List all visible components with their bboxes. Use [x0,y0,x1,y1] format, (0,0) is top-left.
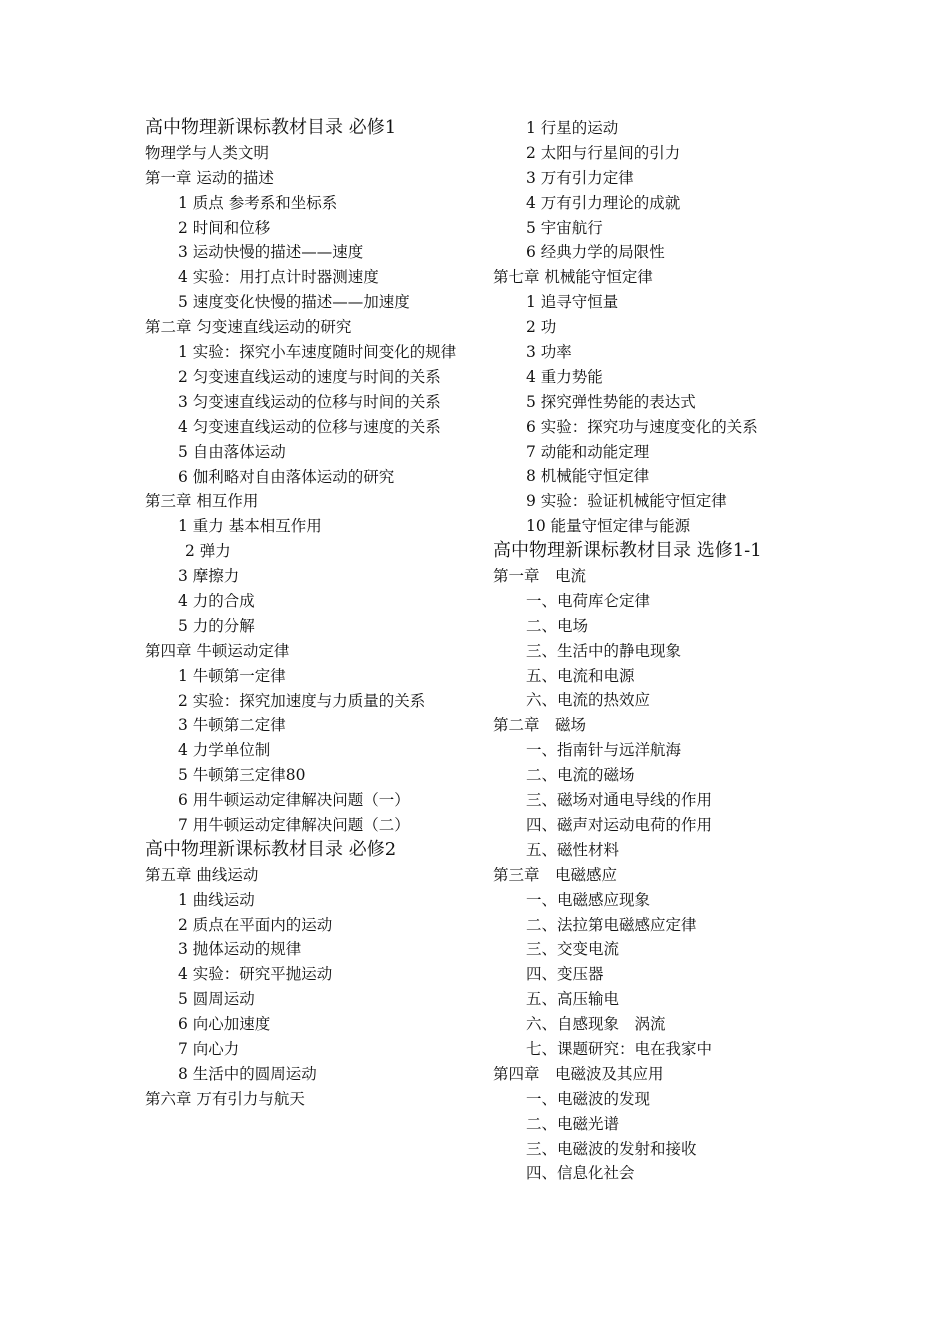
chapter-heading: 第六章 万有引力与航天 [145,1089,305,1108]
section-item: 四、变压器 [526,965,604,984]
chapter-heading: 第七章 机械能守恒定律 [493,268,653,287]
catalog-title: 高中物理新课标教材目录 必修1 [145,117,397,138]
section-item: 2 功 [526,318,557,337]
chapter-heading: 第二章 匀变速直线运动的研究 [145,318,352,337]
section-item: 四、信息化社会 [526,1164,635,1183]
section-item: 2 实验：探究加速度与力质量的关系 [178,691,426,710]
section-item: 二、法拉第电磁感应定律 [526,915,697,934]
section-item: 5 宇宙航行 [526,218,603,237]
section-item: 6 向心加速度 [178,1015,271,1034]
section-item: 1 质点 参考系和坐标系 [178,193,338,212]
section-item: 1 实验：探究小车速度随时间变化的规律 [178,343,457,362]
chapter-heading: 第二章 磁场 [493,716,587,735]
section-item: 5 圆周运动 [178,990,255,1009]
section-item: 1 行星的运动 [526,119,619,137]
section-item: 六、自感现象 涡流 [526,1015,666,1034]
section-item: 四、磁声对运动电荷的作用 [526,815,713,834]
section-item: 1 追寻守恒量 [526,293,619,312]
section-item: 三、磁场对通电导线的作用 [526,791,713,810]
section-item: 8 生活中的圆周运动 [178,1064,317,1083]
section-item: 3 摩擦力 [178,567,240,586]
catalog-title: 高中物理新课标教材目录 必修2 [145,838,397,860]
section-item: 二、电场 [526,616,589,635]
section-item: 5 速度变化快慢的描述——加速度 [178,293,410,312]
section-item: 5 力的分解 [178,616,255,635]
section-item: 4 匀变速直线运动的位移与速度的关系 [178,417,441,436]
section-item: 10 能量守恒定律与能源 [526,517,691,536]
chapter-heading: 物理学与人类文明 [145,143,270,162]
section-item: 6 用牛顿运动定律解决问题（一） [178,791,410,810]
section-item: 五、电流和电源 [526,666,635,685]
section-item: 2 弹力 [185,542,231,561]
section-item: 6 经典力学的局限性 [526,243,665,262]
chapter-heading: 第四章 牛顿运动定律 [145,641,290,660]
section-item: 3 万有引力定律 [526,168,634,187]
section-item: 4 力学单位制 [178,741,271,760]
section-item: 六、电流的热效应 [526,691,651,710]
section-item: 2 太阳与行星间的引力 [526,143,681,162]
section-item: 5 自由落体运动 [178,442,286,461]
section-item: 七、课题研究：电在我家中 [526,1039,713,1058]
section-item: 2 时间和位移 [178,218,271,237]
section-item: 三、交变电流 [526,940,620,959]
section-item: 一、电磁波的发现 [526,1089,651,1108]
section-item: 五、高压输电 [526,990,620,1009]
right-column [493,116,823,1186]
section-item: 一、电荷库仑定律 [526,591,651,610]
section-item: 8 机械能守恒定律 [526,467,650,486]
section-item: 7 向心力 [178,1040,240,1059]
section-item: 1 曲线运动 [178,890,255,909]
section-item: 4 万有引力理论的成就 [526,193,681,212]
section-item: 4 实验：研究平抛运动 [178,965,333,984]
chapter-heading: 第一章 运动的描述 [145,168,274,187]
section-item: 三、生活中的静电现象 [526,641,682,660]
section-item: 二、电流的磁场 [526,766,635,785]
section-item: 4 实验：用打点计时器测速度 [178,268,379,287]
catalog-title: 高中物理新课标教材目录 选修1-1 [493,540,762,562]
left-column [145,116,475,1112]
section-item: 三、电磁波的发射和接收 [526,1139,697,1158]
section-item: 5 牛顿第三定律80 [178,766,306,785]
section-item: 3 运动快慢的描述——速度 [178,243,364,262]
chapter-heading: 第三章 相互作用 [145,492,259,511]
section-item: 6 伽利略对自由落体运动的研究 [178,467,395,486]
section-item: 3 牛顿第二定律 [178,716,286,735]
section-item: 4 重力势能 [526,367,603,386]
section-item: 一、指南针与远洋航海 [526,741,682,760]
chapter-heading: 第一章 电流 [493,567,587,586]
section-item: 5 探究弹性势能的表达式 [526,392,696,411]
section-item: 7 动能和动能定理 [526,442,650,461]
section-item: 二、电磁光谱 [526,1114,620,1133]
section-item: 3 抛体运动的规律 [178,940,302,959]
section-item: 1 牛顿第一定律 [178,666,286,685]
section-item: 1 重力 基本相互作用 [178,517,322,536]
section-item: 五、磁性材料 [526,840,620,859]
section-item: 7 用牛顿运动定律解决问题（二） [178,816,410,834]
section-item: 2 质点在平面内的运动 [178,915,333,934]
section-item: 9 实验：验证机械能守恒定律 [526,492,727,511]
section-item: 4 力的合成 [178,591,255,610]
section-item: 一、电磁感应现象 [526,890,651,909]
section-item: 3 匀变速直线运动的位移与时间的关系 [178,392,441,411]
chapter-heading: 第四章 电磁波及其应用 [493,1064,664,1083]
section-item: 3 功率 [526,343,572,362]
section-item: 2 匀变速直线运动的速度与时间的关系 [178,367,441,386]
section-item: 6 实验：探究功与速度变化的关系 [526,417,758,436]
chapter-heading: 第三章 电磁感应 [493,865,618,884]
chapter-heading: 第五章 曲线运动 [145,865,259,884]
